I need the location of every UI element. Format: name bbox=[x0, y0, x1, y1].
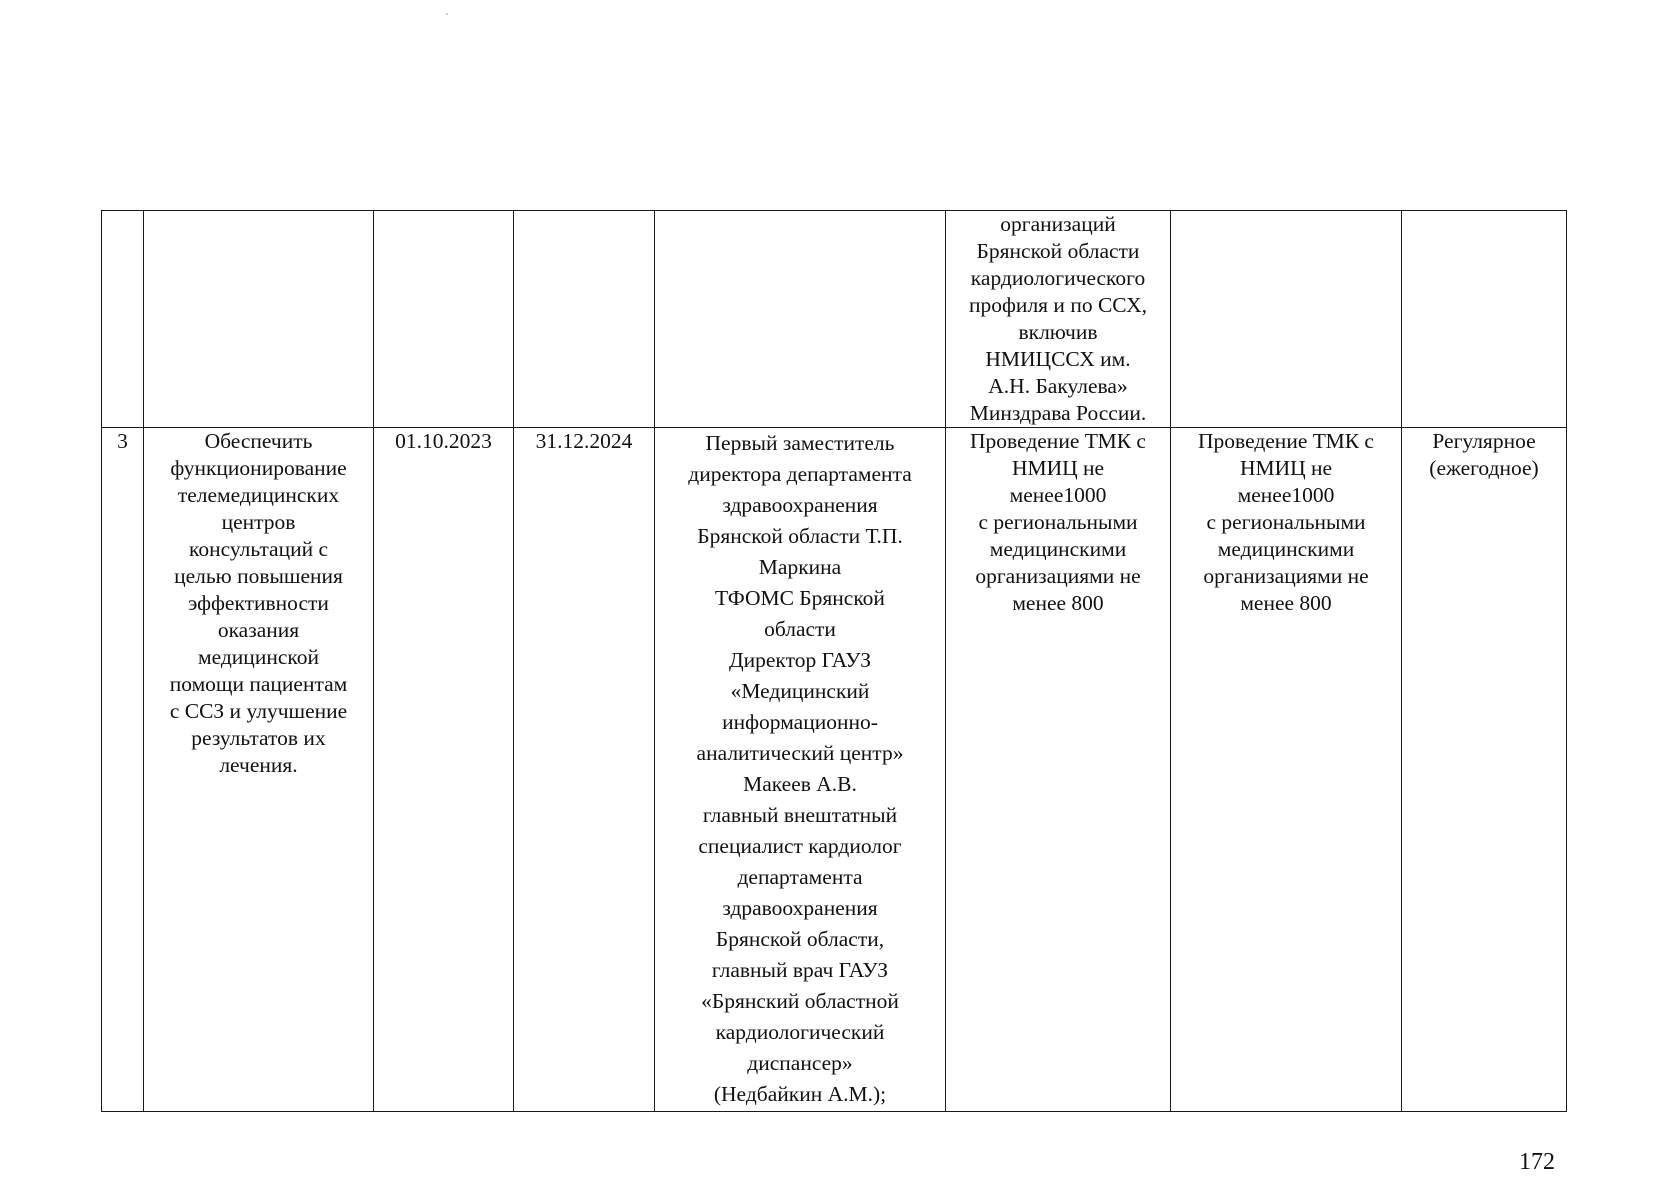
page-number: 172 bbox=[1519, 1149, 1555, 1175]
table-row-3 bbox=[102, 428, 1567, 1112]
cell-task: Обеспечить функционирование телемедицинских центров консультаций с целью повышения эффективности оказания медицинской помощи пациентам с ССЗ и улучшение результатов их лечения. bbox=[144, 428, 374, 1112]
cell-expected-result: Проведение ТМК с НМИЦ не менее1000 с региональными медицинскими организациями не менее 800 bbox=[946, 428, 1171, 1112]
cell-periodicity bbox=[1402, 211, 1567, 428]
cell-start-date bbox=[374, 211, 514, 428]
cell-start-date: 01.10.2023 bbox=[374, 428, 514, 1112]
cell-responsible: Первый заместитель директора департамента здравоохранения Брянской области Т.П. Маркина ТФОМС Брянской области Директор ГАУЗ «Медицинский информационно- аналитический центр» Макеев А.В. главный внештатный специалист кардиолог департамента здравоохранения Брянской области, главный врач ГАУЗ «Брянский областной кардиологический диспансер» (Недбайкин А.М.); bbox=[655, 428, 946, 1112]
plan-table bbox=[101, 210, 1567, 1112]
cell-number: 3 bbox=[102, 428, 144, 1112]
scan-speck bbox=[446, 13, 448, 15]
cell-indicator bbox=[1171, 211, 1402, 428]
cell-end-date bbox=[514, 211, 655, 428]
cell-number bbox=[102, 211, 144, 428]
cell-periodicity: Регулярное (ежегодное) bbox=[1402, 428, 1567, 1112]
cell-expected-result: организаций Брянской области кардиологического профиля и по ССХ, включив НМИЦССХ им. А.Н. Бакулева» Минздрава России. bbox=[946, 211, 1171, 428]
cell-indicator: Проведение ТМК с НМИЦ не менее1000 с региональными медицинскими организациями не менее 800 bbox=[1171, 428, 1402, 1112]
cell-task bbox=[144, 211, 374, 428]
cell-end-date: 31.12.2024 bbox=[514, 428, 655, 1112]
cell-responsible bbox=[655, 211, 946, 428]
table-row-continuation bbox=[102, 211, 1567, 428]
